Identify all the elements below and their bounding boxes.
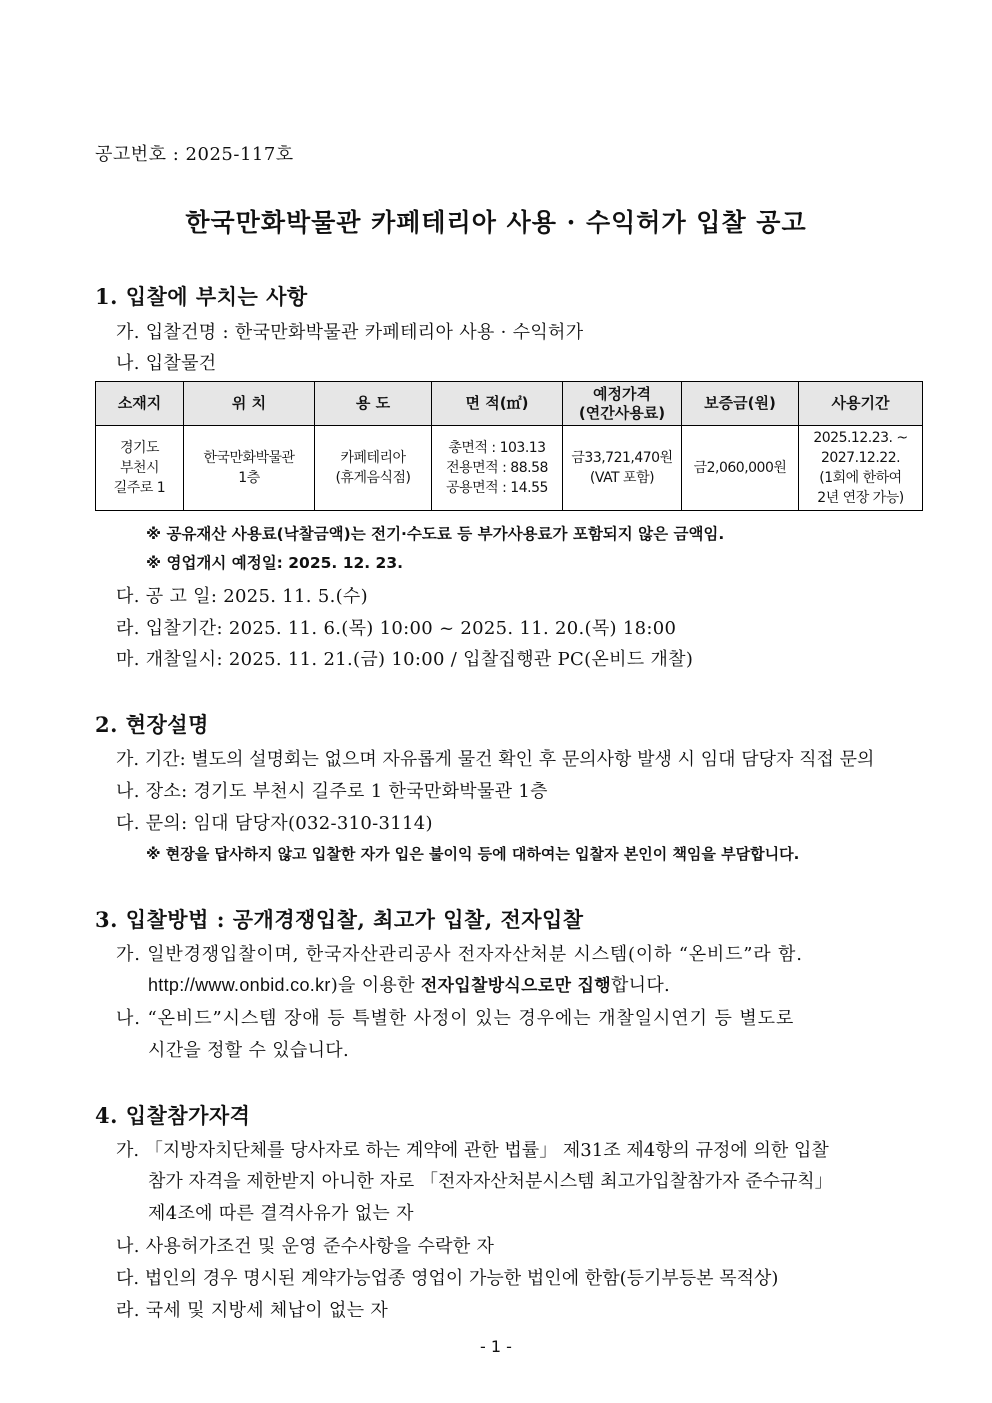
section3-item-ga-line1: 가. 일반경쟁입찰이며, 한국자산관리공사 전자자산처분 시스템(이하 “온비드”라 함.	[116, 944, 803, 965]
section4-item-ga-line1: 가. 「지방자치단체를 당사자로 하는 계약에 관한 법률」 제31조 제4항의 규정에 의한 입찰	[116, 1140, 829, 1161]
section4-item-ra: 라. 국세 및 지방세 체납이 없는 자	[116, 1300, 389, 1321]
section1-item-ma: 마. 개찰일시: 2025. 11. 21.(금) 10:00 / 입찰집행관 PC(온비드 개찰)	[116, 649, 694, 670]
cell-area: 총면적 : 103.13 전용면적 : 88.58 공용면적 : 14.55	[432, 426, 563, 511]
section1-note-fee: ※ 공유재산 사용료(낙찰금액)는 전기·수도료 등 부가사용료가 포함되지 않은 금액임.	[146, 525, 725, 543]
header-area: 면 적(㎡)	[432, 382, 563, 426]
table-row	[96, 426, 923, 511]
section2-heading: 2. 현장설명	[95, 712, 209, 737]
header-period: 사용기간	[799, 382, 923, 426]
section1-heading: 1. 입찰에 부치는 사항	[95, 284, 308, 309]
bid-items-table	[95, 381, 923, 511]
header-location: 소재지	[96, 382, 184, 426]
section3-heading: 3. 입찰방법 : 공개경쟁입찰, 최고가 입찰, 전자입찰	[95, 907, 584, 932]
section1-item-da: 다. 공 고 일: 2025. 11. 5.(수)	[116, 586, 368, 607]
section4-heading: 4. 입찰참가자격	[95, 1103, 251, 1128]
section4-item-ga-line3: 제4조에 따른 결격사유가 없는 자	[148, 1203, 414, 1224]
section3-item-ga-line2	[148, 971, 670, 997]
onbid-link[interactable]: http://www.onbid.co.kr	[148, 975, 331, 995]
header-use: 용 도	[315, 382, 432, 426]
section1-item-ra: 라. 입찰기간: 2025. 11. 6.(목) 10:00 ~ 2025. 11. 20.(목) 18:00	[116, 618, 677, 639]
header-price: 예정가격 (연간사용료)	[563, 382, 682, 426]
section2-item-na: 나. 장소: 경기도 부천시 길주로 1 한국만화박물관 1층	[116, 781, 548, 802]
cell-period: 2025.12.23. ~ 2027.12.22. (1회에 한하여 2년 연장 가능)	[799, 426, 923, 511]
cell-use: 카페테리아 (휴게음식점)	[315, 426, 432, 511]
section3-item-na-line2: 시간을 정할 수 있습니다.	[148, 1040, 349, 1061]
section4-item-na: 나. 사용허가조건 및 운영 준수사항을 수락한 자	[116, 1236, 495, 1257]
header-deposit: 보증금(원)	[682, 382, 799, 426]
section3-ga-end: 합니다.	[610, 975, 671, 996]
cell-location: 경기도 부천시 길주로 1	[96, 426, 184, 511]
section3-ga-bold: 전자입찰방식으로만 집행	[420, 976, 611, 996]
section2-item-ga: 가. 기간: 별도의 설명회는 없으며 자유롭게 물건 확인 후 문의사항 발생 시 임대 담당자 직접 문의	[116, 749, 875, 770]
page-title: 한국만화박물관 카페테리아 사용 · 수익허가 입찰 공고	[185, 208, 807, 237]
section1-note-opening: ※ 영업개시 예정일: 2025. 12. 23.	[146, 554, 404, 572]
section1-item-ga: 가. 입찰건명 : 한국만화박물관 카페테리아 사용 · 수익허가	[116, 322, 584, 343]
cell-position: 한국만화박물관 1층	[184, 426, 315, 511]
section4-item-da: 다. 법인의 경우 명시된 계약가능업종 영업이 가능한 법인에 한함(등기부등본 목적상)	[116, 1268, 779, 1289]
section2-item-da: 다. 문의: 임대 담당자(032-310-3114)	[116, 813, 433, 834]
section2-note: ※ 현장을 답사하지 않고 입찰한 자가 입은 불이익 등에 대하여는 입찰자 본인이 책임을 부담합니다.	[146, 845, 800, 863]
section3-item-na-line1: 나. “온비드”시스템 장애 등 특별한 사정이 있는 경우에는 개찰일시연기 등 별도로	[116, 1008, 795, 1029]
section4-item-ga-line2: 참가 자격을 제한받지 아니한 자로 「전자자산처분시스템 최고가입찰참가자 준수규칙」	[148, 1171, 833, 1192]
cell-deposit: 금2,060,000원	[682, 426, 799, 511]
table-header-row	[96, 382, 923, 426]
header-position: 위 치	[184, 382, 315, 426]
notice-number: 공고번호 : 2025-117호	[95, 144, 294, 165]
page-number: - 1 -	[480, 1337, 512, 1356]
cell-price: 금33,721,470원 (VAT 포함)	[563, 426, 682, 511]
section3-ga-mid: )을 이용한	[330, 975, 421, 996]
section1-item-na: 나. 입찰물건	[116, 353, 217, 374]
